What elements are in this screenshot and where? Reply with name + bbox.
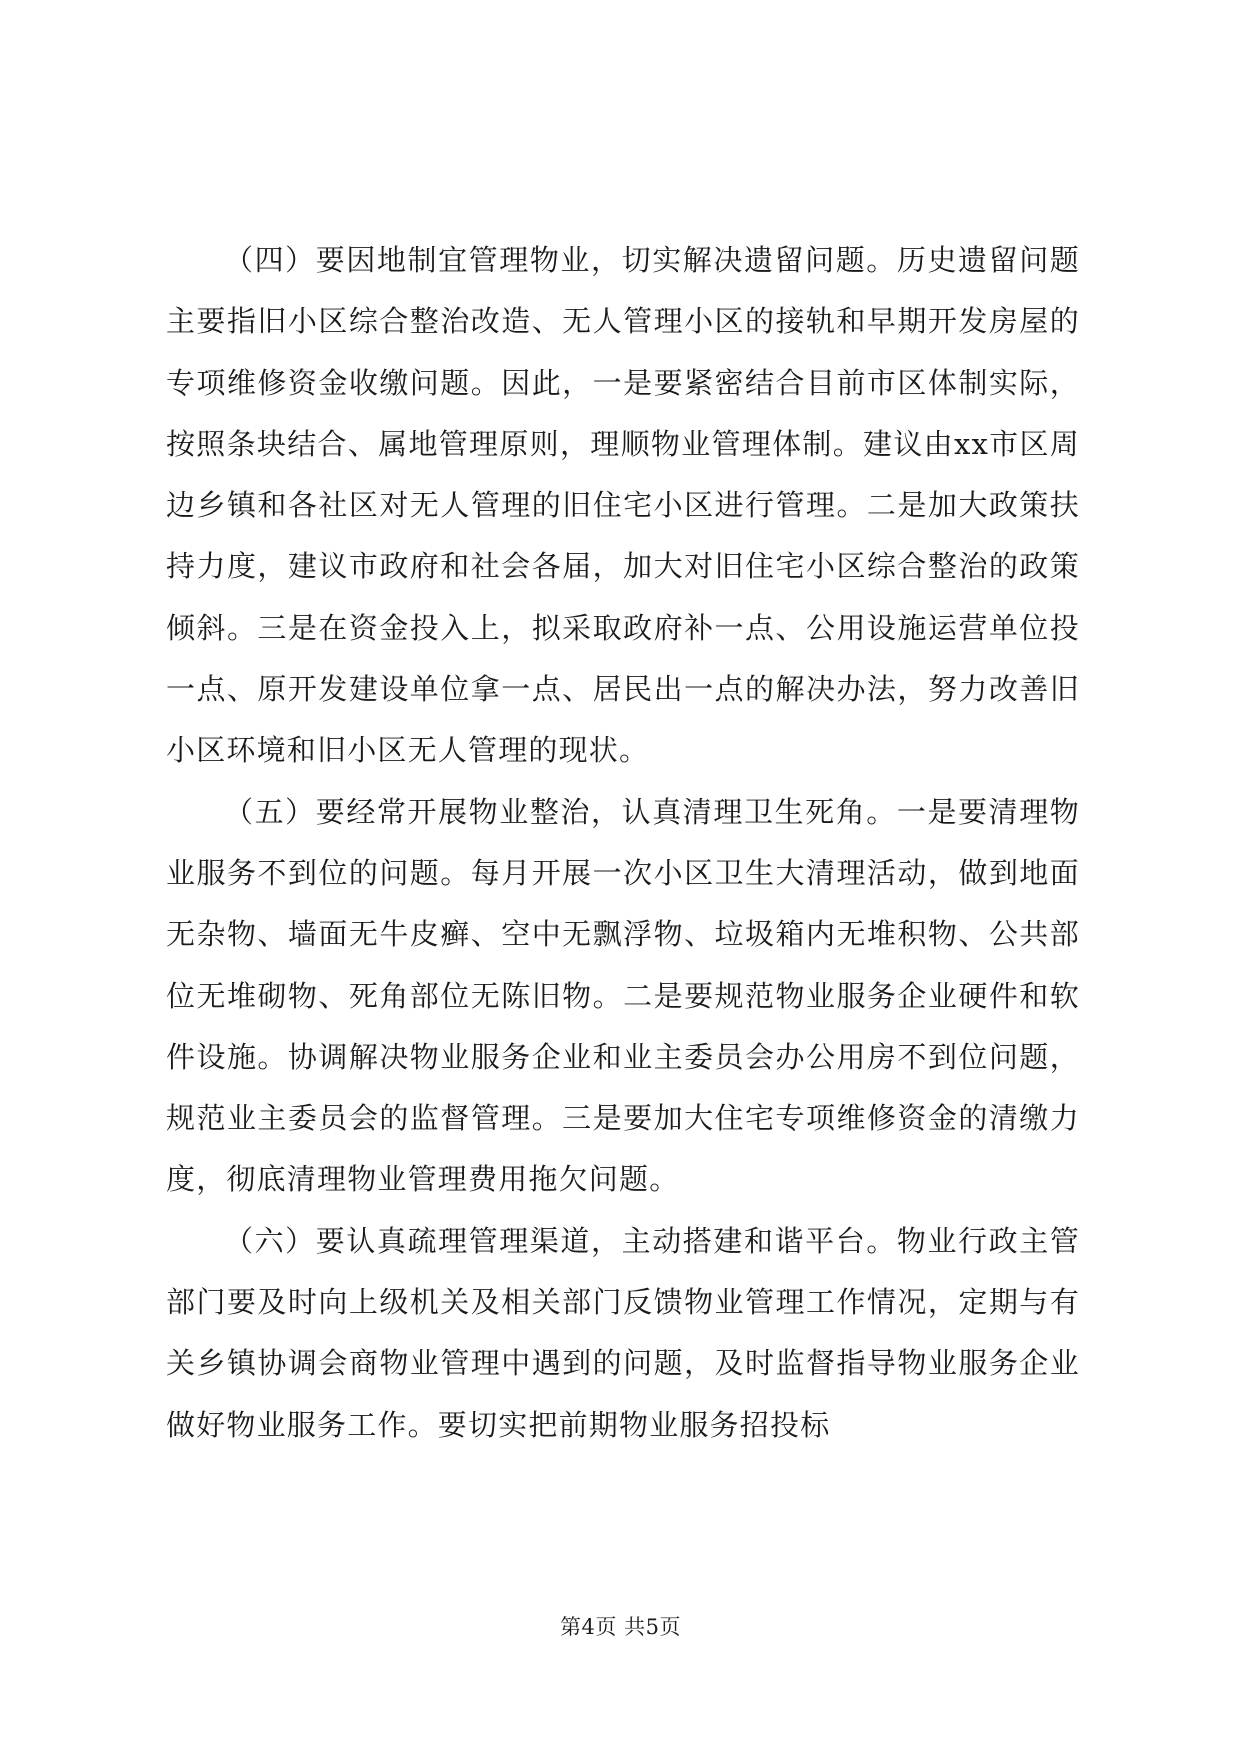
document-body (166, 230, 1080, 1456)
paragraph-section-4: （四）要因地制宜管理物业，切实解决遗留问题。历史遗留问题主要指旧小区综合整治改造、无人管理小区的接轨和早期开发房屋的专项维修资金收缴问题。因此，一是要紧密结合目前市区体制实际，按照条块结合、属地管理原则，理顺物业管理体制。建议由xx市区周边乡镇和各社区对无人管理的旧住宅小区进行管理。二是加大政策扶持力度，建议市政府和社会各届，加大对旧住宅小区综合整治的政策倾斜。三是在资金投入上，拟采取政府补一点、公用设施运营单位投一点、原开发建设单位拿一点、居民出一点的解决办法，努力改善旧小区环境和旧小区无人管理的现状。 (166, 243, 1080, 768)
page-footer: 第4页 共5页 (560, 1615, 681, 1639)
paragraph-section-6: （六）要认真疏理管理渠道，主动搭建和谐平台。物业行政主管部门要及时向上级机关及相关部门反馈物业管理工作情况，定期与有关乡镇协调会商物业管理中遇到的问题，及时监督指导物业服务企业做好物业服务工作。要切实把前期物业服务招投标 (166, 1223, 1080, 1442)
paragraph-section-5: （五）要经常开展物业整治，认真清理卫生死角。一是要清理物业服务不到位的问题。每月开展一次小区卫生大清理活动，做到地面无杂物、墙面无牛皮癣、空中无飘浮物、垃圾箱内无堆积物、公共部位无堆砌物、死角部位无陈旧物。二是要规范物业服务企业硬件和软件设施。协调解决物业服务企业和业主委员会办公用房不到位问题，规范业主委员会的监督管理。三是要加大住宅专项维修资金的清缴力度，彻底清理物业管理费用拖欠问题。 (166, 794, 1080, 1197)
